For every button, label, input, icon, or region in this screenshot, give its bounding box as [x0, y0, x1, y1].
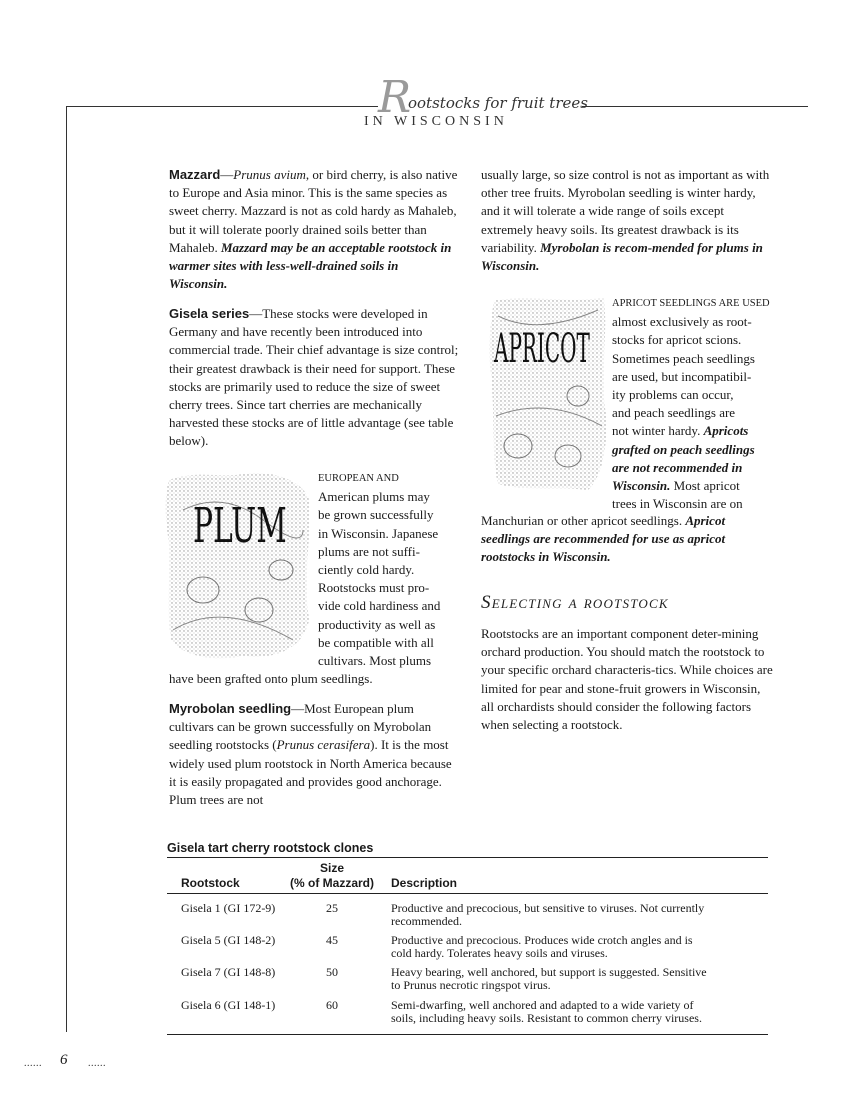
- plum-illustration: [163, 470, 311, 662]
- table-header-rule: [167, 893, 768, 894]
- plum-line-8: productivity as well as: [318, 616, 436, 632]
- plum-line-6: Rootstocks must pro-: [318, 580, 430, 596]
- plum-line-2: be grown successfully: [318, 507, 434, 523]
- table-top-rule: [167, 857, 768, 858]
- cell-description-line1: Heavy bearing, well anchored, but support is suggested. Sensitive: [391, 965, 707, 979]
- apricot-line-6: and peach seedlings are: [612, 405, 736, 421]
- col-header-size-line2: (% of Mazzard): [290, 876, 374, 890]
- myrobolan-continued: [481, 166, 773, 275]
- left-margin-rule: [66, 106, 67, 1032]
- myrobolan-species: Prunus cerasifera: [276, 737, 371, 753]
- plum-line-4: plums are not suffi-: [318, 543, 420, 559]
- plum-line-7: vide cold hardiness and: [318, 598, 441, 614]
- apricot-warning-2: grafted on peach seedlings: [612, 441, 755, 457]
- footer-dots-right: ......: [88, 1058, 106, 1069]
- myrobolan-cont-text: usually large, so size control is not as important as with other tree fruits. Myrobolan seedling is winter hardy, and it will tolerate a wide range of soils except extremely heavy soils. Its greatest drawback is its variability.: [481, 167, 770, 255]
- cell-description-line2: soils, including heavy soils. Resistant to common cherry viruses.: [391, 1011, 702, 1025]
- myrobolan-recommendation: Myrobolan is recom-mended for plums in Wisconsin.: [481, 239, 763, 274]
- apricot-illustration: [488, 296, 608, 492]
- mazzard-recommendation: Mazzard may be an acceptable rootstock in warmer sites with less-well-drained soils in Wisconsin.: [169, 239, 452, 292]
- plum-line-5: ciently cold hardy.: [318, 562, 415, 578]
- cell-size: 60: [326, 998, 338, 1012]
- table-title: Gisela tart cherry rootstock clones: [167, 841, 374, 855]
- myrobolan-text-2: ). It is the most widely used plum rootstock in North America because it is easily propagated and provides good anchorage. Plum trees are not: [169, 737, 452, 808]
- footer-dots-left: ......: [24, 1058, 42, 1069]
- apricot-recommendation: Apricot seedlings are recommended for use as apricot rootstocks in Wisconsin.: [481, 513, 726, 565]
- mazzard-text: , or bird cherry, is also native to Europe and Asia minor. This is the same species as sweet cherry. Mazzard is not as cold hardy as Mahaleb, but it will tolerate poorly drained soils better than Mahaleb.: [169, 167, 458, 255]
- table-bottom-rule: [167, 1034, 768, 1035]
- myrobolan-lead: Myrobolan seedling: [169, 701, 292, 716]
- cell-description-line2: cold hardy. Tolerates heavy soils and viruses.: [391, 946, 608, 960]
- plum-line-3: in Wisconsin. Japanese: [318, 525, 439, 541]
- apricot-line-4: are used, but incompatibil-: [612, 368, 752, 384]
- cell-rootstock: Gisela 6 (GI 148-1): [181, 998, 276, 1012]
- mazzard-paragraph: [169, 166, 459, 293]
- header-title-initial: R: [378, 72, 412, 123]
- plum-line-10: cultivars. Most plums: [318, 653, 432, 669]
- apricot-warning-4: Wisconsin.: [612, 478, 671, 494]
- plum-art-word: PLUM: [193, 498, 287, 554]
- apricot-line-trees: trees in Wisconsin are on: [612, 496, 743, 512]
- gisela-lead: Gisela series: [169, 306, 250, 321]
- apricot-art-word: APRICOT: [494, 326, 590, 372]
- cell-size: 45: [326, 933, 338, 947]
- gisela-paragraph: [169, 305, 461, 451]
- apricot-warning-3: are not recommended in: [612, 459, 743, 475]
- plum-last-line: have been grafted onto plum seedlings.: [169, 671, 373, 686]
- apricot-line-3: Sometimes peach seedlings: [612, 350, 755, 366]
- header-rule-right: [582, 106, 808, 107]
- plum-line-1: American plums may: [318, 489, 430, 505]
- apricot-line-5: ity problems can occur,: [612, 387, 734, 403]
- apricot-after-warning: Most apricot: [670, 478, 740, 494]
- gisela-text: —These stocks were developed in Germany and have recently been introduced into commercial trade. Their chief advantage is size control; their greatest drawback is their need for support. These stocks are primarily used to reduce the size of sweet cherry trees. Since tart cherries are mechanically harvested these stocks are of little advantage (see table below).: [169, 306, 459, 449]
- col-header-description: Description: [391, 876, 458, 890]
- apricot-warning-1: Apricots: [703, 423, 749, 439]
- apricot-paragraph: [612, 295, 782, 513]
- plum-paragraph: [318, 470, 468, 670]
- apricot-line-1: almost exclusively as root-: [612, 314, 752, 330]
- page-number: 6: [60, 1052, 68, 1068]
- cell-size: 50: [326, 965, 338, 979]
- apricot-lead: APRICOT SEEDLINGS ARE USED: [612, 298, 770, 309]
- cell-rootstock: Gisela 5 (GI 148-2): [181, 933, 276, 947]
- myrobolan-text: —Most European plum cultivars can be grown successfully on Myrobolan seedling rootstocks (: [169, 701, 432, 753]
- apricot-line-7: not winter hardy.: [612, 423, 701, 439]
- cell-rootstock: Gisela 1 (GI 172-9): [181, 901, 276, 915]
- plum-line-9: be compatible with all: [318, 634, 434, 650]
- mazzard-dash: —: [220, 167, 234, 182]
- selecting-paragraph: [481, 625, 773, 734]
- apricot-paragraph-end: [481, 512, 773, 567]
- cell-description-line1: Productive and precocious. Produces wide crotch angles and is: [391, 933, 693, 947]
- mazzard-species: Prunus avium: [233, 167, 306, 182]
- selecting-heading: Selecting a rootstock: [481, 592, 669, 613]
- cell-size: 25: [326, 901, 338, 915]
- col-header-rootstock: Rootstock: [181, 876, 240, 890]
- cell-description-line2: recommended.: [391, 914, 462, 928]
- myrobolan-paragraph: [169, 700, 461, 809]
- selecting-text: Rootstocks are an important component deter-mining orchard production. You should match the rootstock to your specific orchard characteris-tics. While choices are limited for pear and stone-fruit growers in Wisconsin, all orchardists should consider the following factors when selecting a rootstock.: [481, 626, 773, 733]
- apricot-end-text: Manchurian or other apricot seedlings.: [481, 513, 686, 528]
- cell-description-line1: Productive and precocious, but sensitive to viruses. Not currently: [391, 901, 705, 915]
- header-rule-left: [66, 106, 378, 107]
- col-header-size-line1: Size: [319, 861, 344, 875]
- plum-lead: EUROPEAN AND: [318, 473, 399, 484]
- apricot-line-2: stocks for apricot scions.: [612, 332, 742, 348]
- cell-description-line2: to Prunus necrotic ringspot virus.: [391, 978, 551, 992]
- mazzard-lead: Mazzard: [169, 167, 221, 182]
- cell-description-line1: Semi-dwarfing, well anchored and adapted to a wide variety of: [391, 998, 694, 1012]
- header-title: ootstocks for fruit trees: [408, 94, 588, 112]
- cell-rootstock: Gisela 7 (GI 148-8): [181, 965, 276, 979]
- header-subtitle: IN WISCONSIN: [364, 114, 508, 129]
